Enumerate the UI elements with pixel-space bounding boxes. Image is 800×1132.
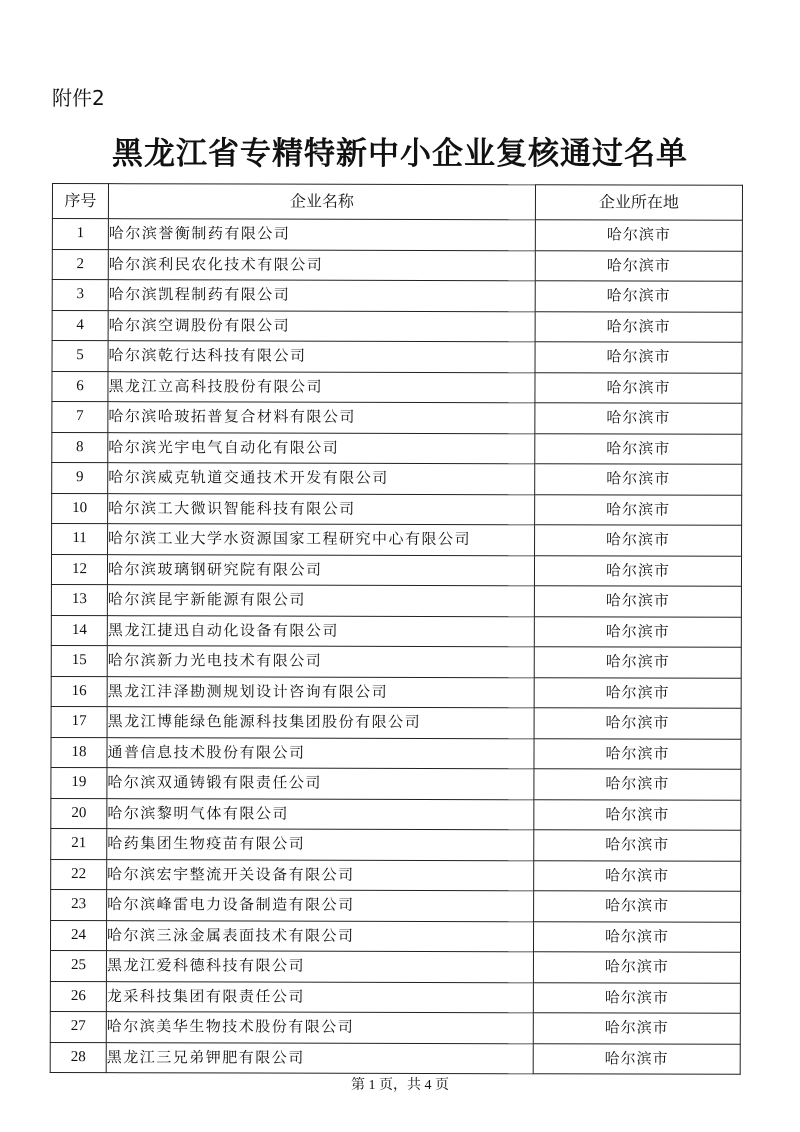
table-row: [51, 645, 741, 677]
row-number: 24: [50, 920, 106, 951]
table-row: [52, 524, 742, 556]
company-name: 哈尔滨三泳金属表面技术有限公司: [106, 920, 533, 952]
table-row: [52, 310, 742, 342]
company-location: 哈尔滨市: [533, 1013, 740, 1044]
row-number: 20: [51, 798, 107, 829]
company-location: 哈尔滨市: [534, 647, 741, 678]
company-name: 哈尔滨空调股份有限公司: [108, 310, 535, 342]
row-number: 3: [52, 280, 108, 311]
attachment-label: 附件2: [52, 86, 105, 110]
company-location: 哈尔滨市: [535, 494, 742, 525]
row-number: 1: [52, 219, 108, 250]
row-number: 17: [51, 706, 107, 737]
company-location: 哈尔滨市: [534, 830, 741, 861]
table-row: [52, 341, 742, 373]
row-number: 25: [50, 950, 106, 981]
table-row: [52, 432, 742, 464]
company-location: 哈尔滨市: [535, 403, 742, 434]
company-location: 哈尔滨市: [534, 555, 741, 586]
company-location: 哈尔滨市: [534, 616, 741, 647]
company-name: 哈尔滨宏宇整流开关设备有限公司: [107, 859, 534, 891]
document-title: 黑龙江省专精特新中小企业复核通过名单: [112, 136, 688, 172]
table-row: [51, 889, 741, 921]
table-row: [52, 219, 742, 251]
company-location: 哈尔滨市: [534, 738, 741, 769]
row-number: 23: [51, 889, 107, 920]
company-name: 黑龙江三兄弟钾肥有限公司: [106, 1042, 533, 1074]
company-location: 哈尔滨市: [535, 281, 742, 312]
company-name: 哈尔滨双通铸锻有限责任公司: [107, 768, 534, 800]
row-number: 18: [51, 737, 107, 768]
table-row: [50, 1042, 740, 1074]
row-number: 7: [52, 402, 108, 433]
row-number: 13: [51, 584, 107, 615]
company-list-table: [50, 183, 743, 1075]
row-number: 19: [51, 767, 107, 798]
company-name: 哈尔滨哈玻拓普复合材料有限公司: [108, 402, 535, 434]
company-name: 哈尔滨黎明气体有限公司: [107, 798, 534, 830]
company-location: 哈尔滨市: [535, 220, 742, 251]
table-body: [50, 219, 742, 1075]
company-location: 哈尔滨市: [535, 464, 742, 495]
company-location: 哈尔滨市: [535, 525, 742, 556]
table-row: [51, 706, 741, 738]
company-location: 哈尔滨市: [535, 250, 742, 281]
company-location: 哈尔滨市: [533, 1043, 740, 1074]
company-name: 哈尔滨工大微识智能科技有限公司: [108, 493, 535, 525]
table-row: [51, 798, 741, 830]
row-number: 21: [51, 828, 107, 859]
table-row: [50, 920, 740, 952]
company-name: 哈药集团生物疫苗有限公司: [107, 829, 534, 861]
company-name: 哈尔滨美华生物技术股份有限公司: [106, 1012, 533, 1044]
company-name: 哈尔滨峰雷电力设备制造有限公司: [107, 890, 534, 922]
company-location: 哈尔滨市: [534, 799, 741, 830]
company-name: 哈尔滨光宇电气自动化有限公司: [108, 432, 535, 464]
header-company-name: 企业名称: [108, 184, 535, 220]
table-row: [51, 554, 741, 586]
header-no: 序号: [52, 184, 108, 219]
table-row: [50, 981, 740, 1013]
table-row: [52, 249, 742, 281]
row-number: 2: [52, 249, 108, 280]
row-number: 22: [51, 859, 107, 890]
company-name: 黑龙江立高科技股份有限公司: [108, 371, 535, 403]
company-name: 哈尔滨乾行达科技有限公司: [108, 341, 535, 373]
table-row: [52, 371, 742, 403]
company-name: 通普信息技术股份有限公司: [107, 737, 534, 769]
company-location: 哈尔滨市: [535, 342, 742, 373]
table-row: [51, 615, 741, 647]
company-name: 哈尔滨玻璃钢研究院有限公司: [107, 554, 534, 586]
table-row: [51, 828, 741, 860]
row-number: 12: [51, 554, 107, 585]
row-number: 27: [50, 1011, 106, 1042]
company-location: 哈尔滨市: [534, 677, 741, 708]
company-name: 黑龙江沣泽勘测规划设计咨询有限公司: [107, 676, 534, 708]
table-row: [52, 280, 742, 312]
company-location: 哈尔滨市: [535, 433, 742, 464]
company-name: 黑龙江博能绿色能源科技集团股份有限公司: [107, 707, 534, 739]
row-number: 6: [52, 371, 108, 402]
company-name: 哈尔滨利民农化技术有限公司: [108, 249, 535, 281]
header-location: 企业所在地: [535, 185, 742, 221]
table-row: [52, 463, 742, 495]
row-number: 8: [52, 432, 108, 463]
table-row: [50, 1011, 740, 1043]
company-location: 哈尔滨市: [534, 860, 741, 891]
company-name: 哈尔滨昆宇新能源有限公司: [107, 585, 534, 617]
table-row: [50, 950, 740, 982]
row-number: 4: [52, 310, 108, 341]
company-location: 哈尔滨市: [533, 982, 740, 1013]
table-row: [51, 859, 741, 891]
company-location: 哈尔滨市: [534, 891, 741, 922]
company-name: 哈尔滨威克轨道交通技术开发有限公司: [108, 463, 535, 495]
row-number: 26: [50, 981, 106, 1012]
company-name: 哈尔滨新力光电技术有限公司: [107, 646, 534, 678]
company-name: 哈尔滨凯程制药有限公司: [108, 280, 535, 312]
company-name: 龙采科技集团有限责任公司: [106, 981, 533, 1013]
table-row: [51, 584, 741, 616]
table-row: [51, 676, 741, 708]
table-header-row: [52, 184, 742, 221]
company-name: 哈尔滨誉衡制药有限公司: [108, 219, 535, 251]
table-row: [51, 737, 741, 769]
company-location: 哈尔滨市: [535, 372, 742, 403]
row-number: 9: [52, 463, 108, 494]
row-number: 5: [52, 341, 108, 372]
page-footer: 第 1 页，共 4 页: [351, 1078, 449, 1093]
company-name: 黑龙江捷迅自动化设备有限公司: [107, 615, 534, 647]
row-number: 15: [51, 645, 107, 676]
row-number: 10: [52, 493, 108, 524]
company-location: 哈尔滨市: [533, 952, 740, 983]
company-location: 哈尔滨市: [535, 311, 742, 342]
company-name: 黑龙江爱科德科技有限公司: [106, 951, 533, 983]
company-location: 哈尔滨市: [534, 586, 741, 617]
row-number: 16: [51, 676, 107, 707]
row-number: 11: [52, 524, 108, 555]
row-number: 14: [51, 615, 107, 646]
table-row: [52, 402, 742, 434]
company-location: 哈尔滨市: [533, 921, 740, 952]
table-row: [51, 767, 741, 799]
company-location: 哈尔滨市: [534, 708, 741, 739]
company-name: 哈尔滨工业大学水资源国家工程研究中心有限公司: [108, 524, 535, 556]
row-number: 28: [50, 1042, 106, 1073]
company-location: 哈尔滨市: [534, 769, 741, 800]
table-row: [52, 493, 742, 525]
